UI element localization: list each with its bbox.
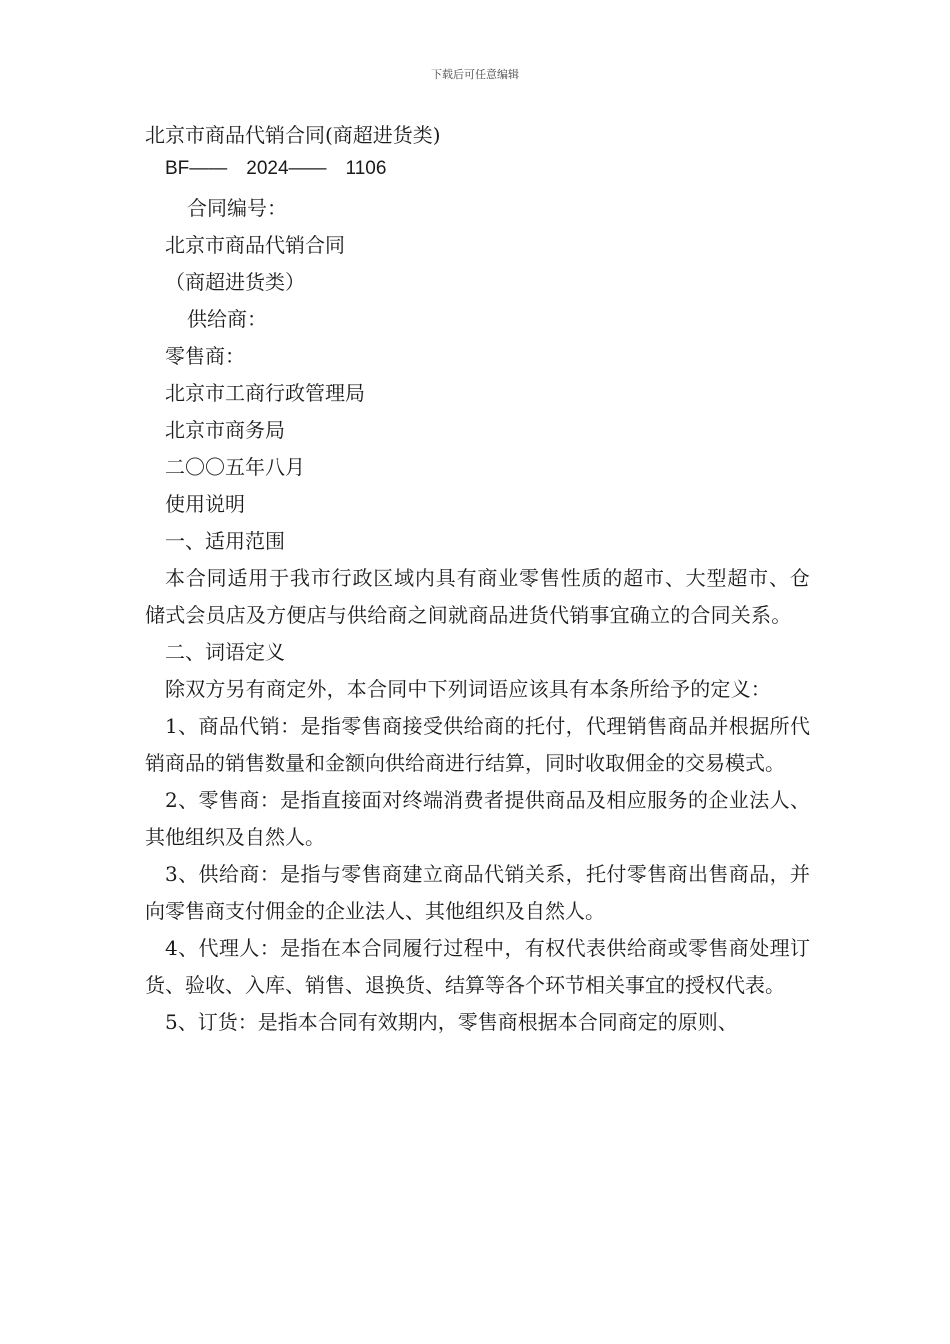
issuer-1: 北京市工商行政管理局 xyxy=(165,381,365,405)
definition-item: 4、代理人：是指在本合同履行过程中，有权代表供给商或零售商处理订货、验收、入库、销售、退换货、结算等各个环节相关事宜的授权代表。 xyxy=(145,936,810,997)
section-1-body: 本合同适用于我市行政区域内具有商业零售性质的超市、大型超市、仓储式会员店及方便店与供给商之间就商品进货代销事宜确立的合同关系。 xyxy=(145,566,810,627)
usage-title: 使用说明 xyxy=(165,492,245,516)
section-1-title: 一、适用范围 xyxy=(165,529,285,553)
section-2-title: 二、词语定义 xyxy=(165,640,285,664)
cover-title: 北京市商品代销合同 xyxy=(165,233,345,257)
section-2-body: 除双方另有商定外，本合同中下列词语应该具有本条所给予的定义： xyxy=(165,677,771,701)
cover-subtitle: （商超进货类） xyxy=(165,270,305,294)
issuer-2: 北京市商务局 xyxy=(165,418,285,442)
retailer-label: 零售商： xyxy=(165,344,245,368)
supplier-label: 供给商： xyxy=(187,307,267,331)
definition-item: 1、商品代销：是指零售商接受供给商的托付，代理销售商品并根据所代销商品的销售数量和金额向供给商进行结算，同时收取佣金的交易模式。 xyxy=(145,714,810,775)
issue-date: 二〇〇五年八月 xyxy=(165,455,305,479)
definition-item: 2、零售商：是指直接面对终端消费者提供商品及相应服务的企业法人、其他组织及自然人。 xyxy=(145,788,810,849)
definition-item: 5、订货：是指本合同有效期内，零售商根据本合同商定的原则、 xyxy=(165,1010,738,1034)
header-note: 下载后可任意编辑 xyxy=(431,68,519,81)
document-code: BF—— 2024—— 1106 xyxy=(165,158,387,179)
definition-item: 3、供给商：是指与零售商建立商品代销关系，托付零售商出售商品，并向零售商支付佣金的企业法人、其他组织及自然人。 xyxy=(145,862,810,923)
document-body xyxy=(145,118,810,1041)
document-title: 北京市商品代销合同(商超进货类) xyxy=(145,123,441,147)
contract-number-label: 合同编号： xyxy=(187,196,287,220)
